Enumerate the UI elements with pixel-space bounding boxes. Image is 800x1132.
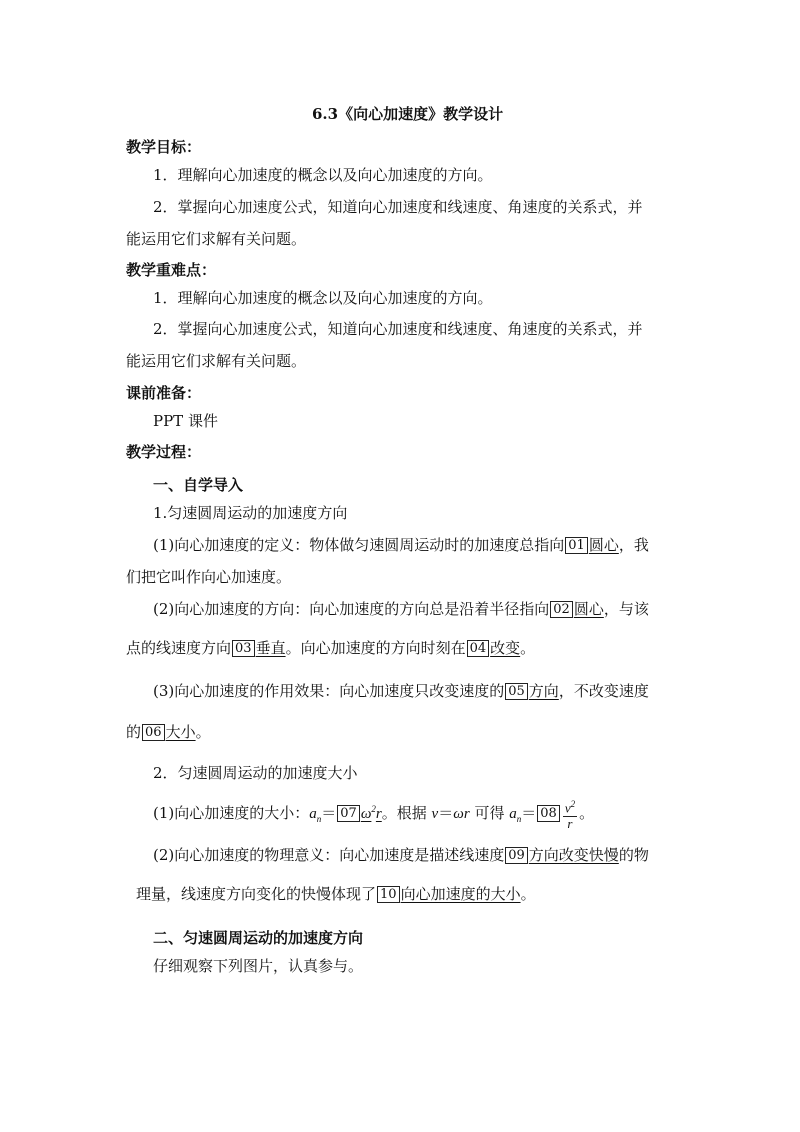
answer-number-box: 06 [142, 724, 165, 741]
symbol-omega-r: ωr [453, 806, 470, 822]
answer-number-box: 08 [537, 805, 560, 822]
answer-number-box: 01 [565, 537, 588, 554]
superscript-2: 2 [371, 804, 376, 814]
answer-omega: ω [360, 806, 372, 822]
subscript-n: n [516, 814, 522, 824]
key-points-heading: 教学重难点： [126, 261, 217, 279]
process-heading: 教学过程： [126, 443, 202, 461]
answer-number-box: 07 [337, 805, 360, 822]
symbol-v: v [431, 806, 439, 822]
page-title: 6.3《向心加速度》教学设计 [312, 105, 504, 123]
answer-text: 圆心 [588, 536, 619, 554]
answer-number-box: 05 [505, 683, 528, 700]
paragraph-1-line-1: (1)向心加速度的定义：物体做匀速圆周运动时的加速度总指向 01 圆心，我 [153, 536, 649, 554]
paragraph-3-line-2: 的 06 大小。 [126, 723, 211, 741]
symbol-a: a [309, 806, 317, 822]
paragraph-4-line-1: (2)向心加速度的物理意义：向心加速度是描述线速度 09 方向改变快慢的物 [153, 846, 649, 864]
goals-heading: 教学目标： [126, 138, 202, 156]
answer-number-box: 10 [377, 886, 400, 903]
answer-number-box: 03 [232, 640, 255, 657]
answer-text: 改变 [490, 639, 521, 657]
section-2-heading: 二、匀速圆周运动的加速度方向 [153, 929, 364, 947]
subsection-1: 1.匀速圆周运动的加速度方向 [153, 504, 348, 522]
subscript-n: n [316, 814, 322, 824]
answer-text: 方向 [528, 682, 559, 700]
key-points-item-1: 1．理解向心加速度的概念以及向心加速度的方向。 [153, 289, 493, 307]
answer-text: 方向改变快慢 [528, 846, 619, 864]
goals-item-1: 1．理解向心加速度的概念以及向心加速度的方向。 [153, 166, 493, 184]
answer-number-box: 04 [467, 640, 490, 657]
paragraph-1-line-2: 们把它叫作向心加速度。 [126, 568, 292, 586]
fraction-v2-over-r: $\frac{v^2}{r}$ [564, 799, 576, 831]
key-points-item-2b: 能运用它们求解有关问题。 [126, 352, 307, 370]
key-points-item-2a: 2．掌握向心加速度公式，知道向心加速度和线速度、角速度的关系式，并 [153, 320, 643, 338]
answer-text: 圆心 [573, 600, 604, 618]
paragraph-4-line-2: 理量，线速度方向变化的快慢体现了 10 向心加速度的大小。 [136, 885, 536, 903]
answer-number-box: 02 [550, 601, 573, 618]
answer-r: r [375, 806, 382, 822]
formula-line: (1)向心加速度的大小：$a_n= 07$ $\omega^2r$。根据 v＝ωr 可得 $a_n= 08$ $\frac{v^2}{r}$ 。 [153, 799, 595, 831]
goals-item-2b: 能运用它们求解有关问题。 [126, 230, 307, 248]
answer-text: 大小 [165, 723, 196, 741]
paragraph-2-line-2: 点的线速度方向 03 垂直。向心加速度的方向时刻在 04 改变。 [126, 639, 536, 657]
goals-item-2a: 2．掌握向心加速度公式，知道向心加速度和线速度、角速度的关系式，并 [153, 198, 643, 216]
closing-text: 仔细观察下列图片，认真参与。 [153, 957, 364, 975]
symbol-a: a [509, 806, 517, 822]
answer-text: 向心加速度的大小 [400, 885, 521, 903]
section-1-heading: 一、自学导入 [153, 476, 244, 494]
answer-text: 垂直 [255, 639, 286, 657]
subsection-2: 2．匀速圆周运动的加速度大小 [153, 764, 358, 782]
answer-number-box: 09 [505, 847, 528, 864]
paragraph-2-line-1: (2)向心加速度的方向：向心加速度的方向总是沿着半径指向 02 圆心，与该 [153, 600, 649, 618]
prep-heading: 课前准备： [126, 384, 202, 402]
prep-item: PPT 课件 [153, 412, 218, 430]
paragraph-3-line-1: (3)向心加速度的作用效果：向心加速度只改变速度的 05 方向，不改变速度 [153, 682, 649, 700]
